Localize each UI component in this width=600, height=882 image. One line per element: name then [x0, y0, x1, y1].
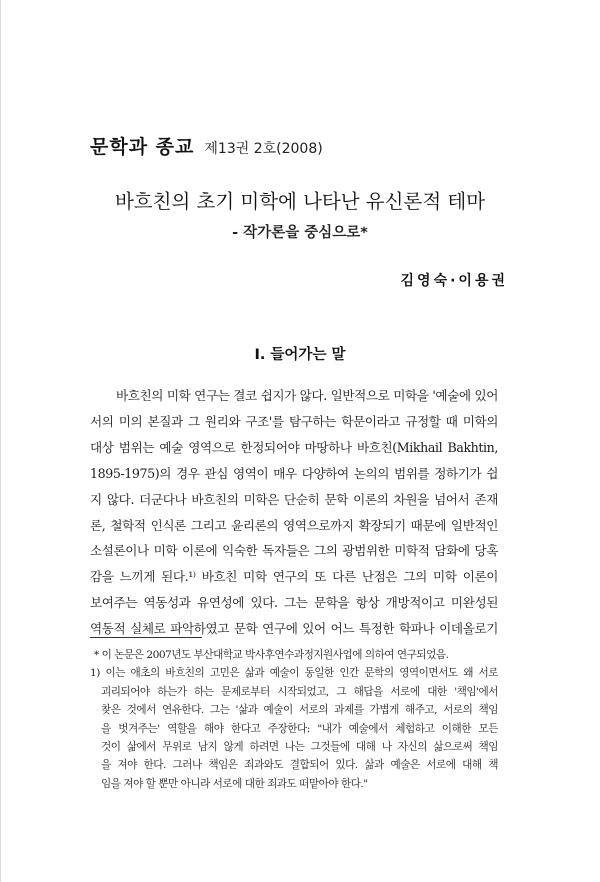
body-line: 서의 미의 본질과 그 원리와 구조'를 탐구하는 학문이라고 규정할 때 미학의 — [90, 413, 498, 429]
journal-issue: 제13권 2호(2008) — [204, 141, 323, 157]
journal-name: 문학과 종교 — [90, 136, 195, 158]
footnote-divider — [90, 637, 202, 638]
footnote-line: 괴리되어야 하는가 하는 문제로부터 시작되었고, 그 해답을 서로에 대한 '책임'에서 — [101, 685, 498, 698]
body-line: 역동적 실체로 파악하였고 문학 연구에 있어 어느 특정한 학파나 이데올로기 — [90, 621, 498, 637]
body-line: 대상 범위는 예술 영역으로 한정되어야 마땅하나 바흐친(Mikhail Bakhtin, — [90, 439, 498, 455]
body-line: 론, 철학적 인식론 그리고 윤리론의 영역으로까지 확장되기 때문에 일반적인 — [90, 517, 498, 533]
body-paragraph — [90, 383, 498, 642]
footnote-line: 임을 져야 할 뿐만 아니라 서로에 대한 죄과도 떠맡아야 한다." — [101, 777, 368, 790]
body-line: 보여주는 역동성과 유연성에 있다. 그는 문학을 항상 개방적이고 미완성된 — [90, 595, 498, 611]
article-title: 바흐친의 초기 미학에 나타난 유신론적 테마 — [114, 190, 486, 213]
section-heading: I. 들어가는 말 — [254, 347, 346, 363]
footnotes — [90, 646, 498, 793]
footnote-line: 찾은 것에서 연유한다. 그는 '삶과 예술이 서로의 과제를 가볍게 해주고, 서로의 책임 — [101, 704, 498, 717]
body-line: 감을 느끼게 된다.¹⁾ 바흐친 미학 연구의 또 다른 난점은 그의 미학 이론이 — [90, 569, 498, 585]
footnote-star: * 이 논문은 2007년도 부산대학교 박사후연수과정지원사업에 의하여 연구되었음. — [94, 649, 449, 661]
body-line: 소설론이나 미학 이론에 익숙한 독자들은 그의 광범위한 미학적 담화에 당혹 — [90, 543, 498, 559]
article-subtitle: - 작가론을 중심으로* — [232, 225, 368, 241]
footnote-line: 을 벗겨주는' 역할을 해야 한다고 주장한다: "내가 예술에서 체험하고 이해한 모든 — [101, 722, 498, 735]
body-line: 1895-1975)의 경우 관심 영역이 매우 다양하여 논의의 범위를 정하기가 쉽 — [90, 465, 498, 481]
footnote-line: 을 져야 한다. 그러나 책임은 죄과와도 결합되어 있다. 삶과 예술은 서로에 대해 책 — [101, 759, 498, 772]
body-line: 지 않다. 더군다나 바흐친의 미학은 단순히 문학 이론의 차원을 넘어서 존재 — [90, 491, 498, 507]
journal-header — [90, 132, 323, 159]
body-line: 바흐친의 미학 연구는 결코 쉽지가 않다. 일반적으로 미학을 '예술에 있어 — [116, 388, 498, 403]
footnote-line: 1) 이는 애초의 바흐친의 고민은 삶과 예술이 동일한 인간 문학의 영역이면서도 왜 서로 — [90, 667, 498, 680]
footnote-line: 것이 삶에서 무위로 남지 않게 하려면 나는 그것들에 대해 나 자신의 삶으로써 책임 — [101, 741, 498, 754]
article-authors: 김영숙·이용권 — [400, 273, 508, 289]
